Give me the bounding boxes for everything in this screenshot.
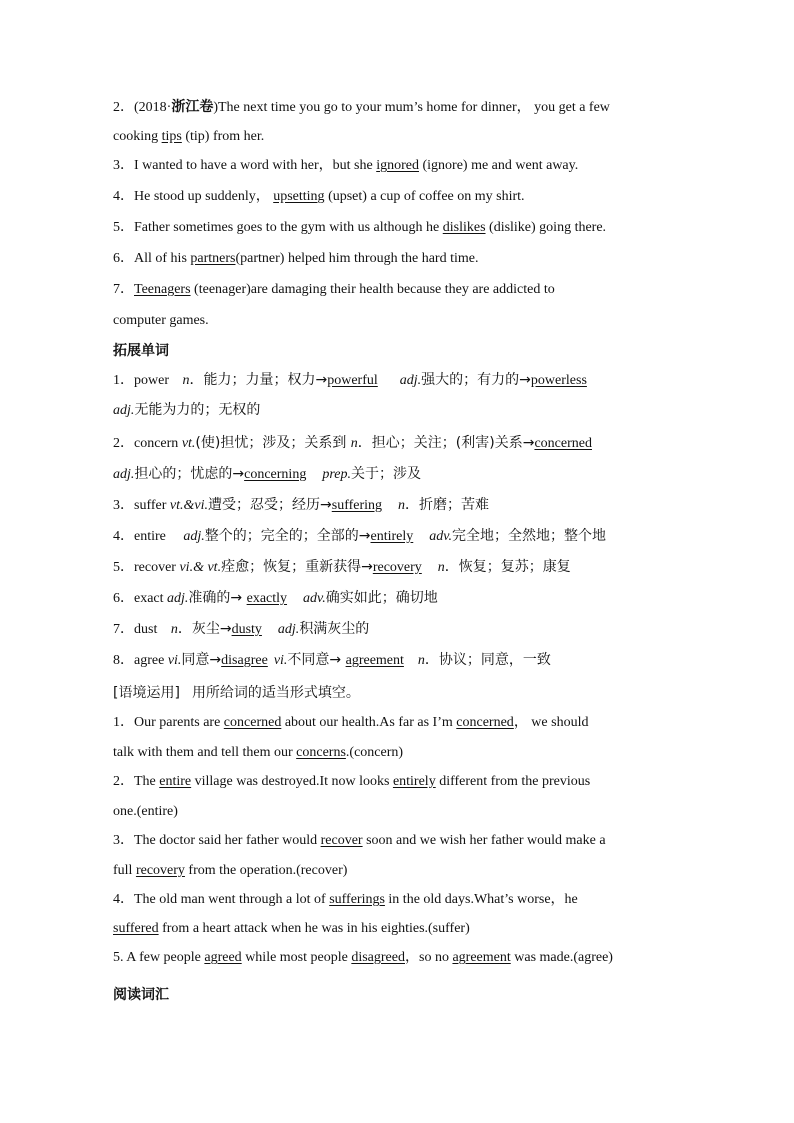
sentence-text: (teenager)are damaging their health because they are addicted to xyxy=(190,282,555,297)
sentence-text: from a heart attack when he was in his eighties.(suffer) xyxy=(158,921,470,936)
answer-blank: recovery xyxy=(372,560,422,575)
definition: ．能力；力量；权力→ xyxy=(189,372,328,388)
definition: ．协议；同意，一致 xyxy=(424,652,551,668)
answer-blank: concerned xyxy=(456,715,514,730)
answer-blank: powerful xyxy=(327,373,378,388)
sentence-text: (tip) from her. xyxy=(181,129,265,144)
part-of-speech: adv. xyxy=(429,529,452,544)
definition: 确实如此；确切地 xyxy=(325,590,438,606)
answer-blank: concerned xyxy=(534,436,592,451)
section-heading-expand-words: 拓展单词 xyxy=(113,343,169,359)
part-of-speech: n xyxy=(170,622,178,637)
part-of-speech: vi. xyxy=(167,653,182,668)
word-7 xyxy=(113,619,369,640)
part-of-speech: adv. xyxy=(303,591,326,606)
answer-blank: recovery xyxy=(135,863,185,878)
sentence-text: ，so no xyxy=(405,950,453,965)
answer-blank: concerned xyxy=(223,715,282,730)
answer-blank: entire xyxy=(159,774,192,789)
sentence-text: cooking xyxy=(113,129,162,144)
sentence-text: (partner) helped him through the hard time. xyxy=(235,251,479,266)
part-of-speech: adj. xyxy=(183,529,205,544)
context-2-line-1 xyxy=(113,772,590,792)
sentence-text: 4．The old man went through a lot of xyxy=(113,892,330,907)
context-3-line-2 xyxy=(113,861,347,881)
sentence-6 xyxy=(113,249,478,269)
answer-blank: recover xyxy=(320,833,363,848)
context-instruction: 用所给词的适当形式填空。 xyxy=(191,685,360,701)
part-of-speech: vi. xyxy=(273,653,288,668)
part-of-speech: prep. xyxy=(322,467,351,482)
part-of-speech: n xyxy=(437,560,445,575)
word-2-line-1 xyxy=(113,433,592,454)
word-1-line-1 xyxy=(113,370,587,391)
word-entry: 3．suffer xyxy=(113,498,170,513)
definition: 积满灰尘的 xyxy=(299,621,370,637)
sentence-4 xyxy=(113,187,525,207)
part-of-speech: vt.&vi. xyxy=(169,498,209,513)
answer-blank: entirely xyxy=(370,529,414,544)
sentence-text: computer games. xyxy=(113,313,209,328)
item-number: 2． xyxy=(113,100,134,115)
part-of-speech: adj. xyxy=(277,622,300,637)
context-1-line-1 xyxy=(113,713,588,733)
part-of-speech: adj. xyxy=(399,373,422,388)
sentence-7-line-1 xyxy=(113,280,555,300)
part-of-speech: n xyxy=(182,373,190,388)
context-label: [语境运用] xyxy=(113,685,180,701)
sentence-2-line-2 xyxy=(113,127,264,147)
word-entry: 4．entire xyxy=(113,529,170,544)
sentence-text: )The next time you go to your mum’s home for dinner， you get a few xyxy=(213,100,610,115)
source-label: 浙江卷 xyxy=(171,99,214,115)
word-6 xyxy=(113,588,438,609)
answer-blank: agreement xyxy=(452,950,511,965)
answer-blank: powerless xyxy=(530,373,587,388)
sentence-text: 3．I wanted to have a word with her，but she xyxy=(113,158,377,173)
definition: (使)担忧；涉及；关系到 xyxy=(195,435,351,451)
word-entry: 8．agree xyxy=(113,653,168,668)
part-of-speech: vi.& vt. xyxy=(179,560,222,575)
definition: 完全地；全然地；整个地 xyxy=(451,528,606,544)
definition: 遭受；忍受；经历→ xyxy=(208,497,332,513)
sentence-text: (upset) a cup of coffee on my shirt. xyxy=(324,189,525,204)
context-5 xyxy=(113,948,613,968)
sentence-text: ， we should xyxy=(513,715,589,730)
answer-blank: disagreed xyxy=(351,950,405,965)
sentence-text: 5．Father sometimes goes to the gym with us although he xyxy=(113,220,443,235)
answer-blank: ignored xyxy=(376,158,419,173)
sentence-text: was made.(agree) xyxy=(510,950,613,965)
word-4 xyxy=(113,526,606,547)
sentence-text: 5. A few people xyxy=(113,950,205,965)
sentence-text: 3．The doctor said her father would xyxy=(113,833,321,848)
answer-blank: upsetting xyxy=(273,189,325,204)
sentence-text: full xyxy=(113,863,136,878)
answer-blank: agreement xyxy=(345,653,404,668)
part-of-speech: adj. xyxy=(113,403,135,418)
word-3 xyxy=(113,495,489,516)
definition: 强大的；有力的→ xyxy=(421,372,531,388)
sentence-text: 6．All of his xyxy=(113,251,191,266)
sentence-text: while most people xyxy=(241,950,352,965)
context-4-line-2 xyxy=(113,919,470,939)
answer-blank: disagree xyxy=(221,653,268,668)
sentence-text: (ignore) me and went away. xyxy=(418,158,579,173)
definition: 整个的；完全的；全部的→ xyxy=(204,528,371,544)
source-prefix: (2018· xyxy=(134,100,172,115)
definition: ．担心；关注；(利害)关系→ xyxy=(357,435,535,451)
section-heading-reading-vocabulary: 阅读词汇 xyxy=(113,987,169,1003)
answer-blank: tips xyxy=(161,129,182,144)
sentence-2-line-1 xyxy=(113,97,610,118)
word-entry: 7．dust xyxy=(113,622,161,637)
word-5 xyxy=(113,557,571,578)
definition: ．灰尘→ xyxy=(177,621,232,637)
answer-blank: suffered xyxy=(113,921,159,936)
definition: 担心的；忧虑的→ xyxy=(134,466,245,482)
part-of-speech: n xyxy=(417,653,425,668)
sentence-text: one.(entire) xyxy=(113,804,178,819)
word-1-line-2 xyxy=(113,400,260,421)
sentence-7-line-2 xyxy=(113,311,209,331)
sentence-text: different from the previous xyxy=(435,774,591,789)
answer-blank: dusty xyxy=(231,622,262,637)
definition: 准确的→ xyxy=(188,590,247,606)
answer-blank: sufferings xyxy=(329,892,385,907)
context-2-line-2 xyxy=(113,802,178,822)
answer-blank: partners xyxy=(190,251,236,266)
part-of-speech: adj. xyxy=(113,467,135,482)
definition: ．恢复；复苏；康复 xyxy=(444,559,571,575)
sentence-text: .(concern) xyxy=(345,745,404,760)
sentence-text: about our health.As far as I’m xyxy=(281,715,457,730)
answer-blank: suffering xyxy=(331,498,383,513)
item-number: 7． xyxy=(113,282,134,297)
context-3-line-1 xyxy=(113,831,606,851)
sentence-text: from the operation.(recover) xyxy=(184,863,348,878)
answer-blank: exactly xyxy=(246,591,288,606)
definition: 无能为力的；无权的 xyxy=(134,402,261,418)
word-entry: 2．concern xyxy=(113,436,182,451)
sentence-text: (dislike) going there. xyxy=(485,220,607,235)
definition: 不同意→ xyxy=(287,652,346,668)
sentence-text: village was destroyed.It now looks xyxy=(191,774,393,789)
sentence-text: soon and we wish her father would make a xyxy=(362,833,606,848)
definition: 同意→ xyxy=(181,652,222,668)
context-heading xyxy=(113,683,360,704)
part-of-speech: vt. xyxy=(181,436,196,451)
answer-blank: dislikes xyxy=(442,220,486,235)
context-4-line-1 xyxy=(113,890,578,910)
word-8 xyxy=(113,650,551,671)
sentence-text: in the old days.What’s worse，he xyxy=(384,892,578,907)
word-2-line-2 xyxy=(113,464,421,485)
sentence-text: 1．Our parents are xyxy=(113,715,224,730)
word-entry: 1．power xyxy=(113,373,173,388)
context-1-line-2 xyxy=(113,743,403,763)
answer-blank: Teenagers xyxy=(134,282,191,297)
answer-blank: concerning xyxy=(244,467,307,482)
definition: 痊愈；恢复；重新获得→ xyxy=(221,559,373,575)
part-of-speech: n xyxy=(398,498,406,513)
sentence-3 xyxy=(113,156,578,176)
word-entry: 6．exact xyxy=(113,591,168,606)
part-of-speech: adj. xyxy=(167,591,189,606)
answer-blank: agreed xyxy=(204,950,242,965)
definition: 关于；涉及 xyxy=(350,466,421,482)
answer-blank: entirely xyxy=(392,774,436,789)
sentence-text: 4．He stood up suddenly， xyxy=(113,189,274,204)
part-of-speech: n xyxy=(350,436,358,451)
answer-blank: concerns xyxy=(296,745,346,760)
sentence-5 xyxy=(113,218,606,238)
sentence-text: 2．The xyxy=(113,774,160,789)
definition: ．折磨；苦难 xyxy=(405,497,490,513)
sentence-text: talk with them and tell them our xyxy=(113,745,297,760)
word-entry: 5．recover xyxy=(113,560,180,575)
